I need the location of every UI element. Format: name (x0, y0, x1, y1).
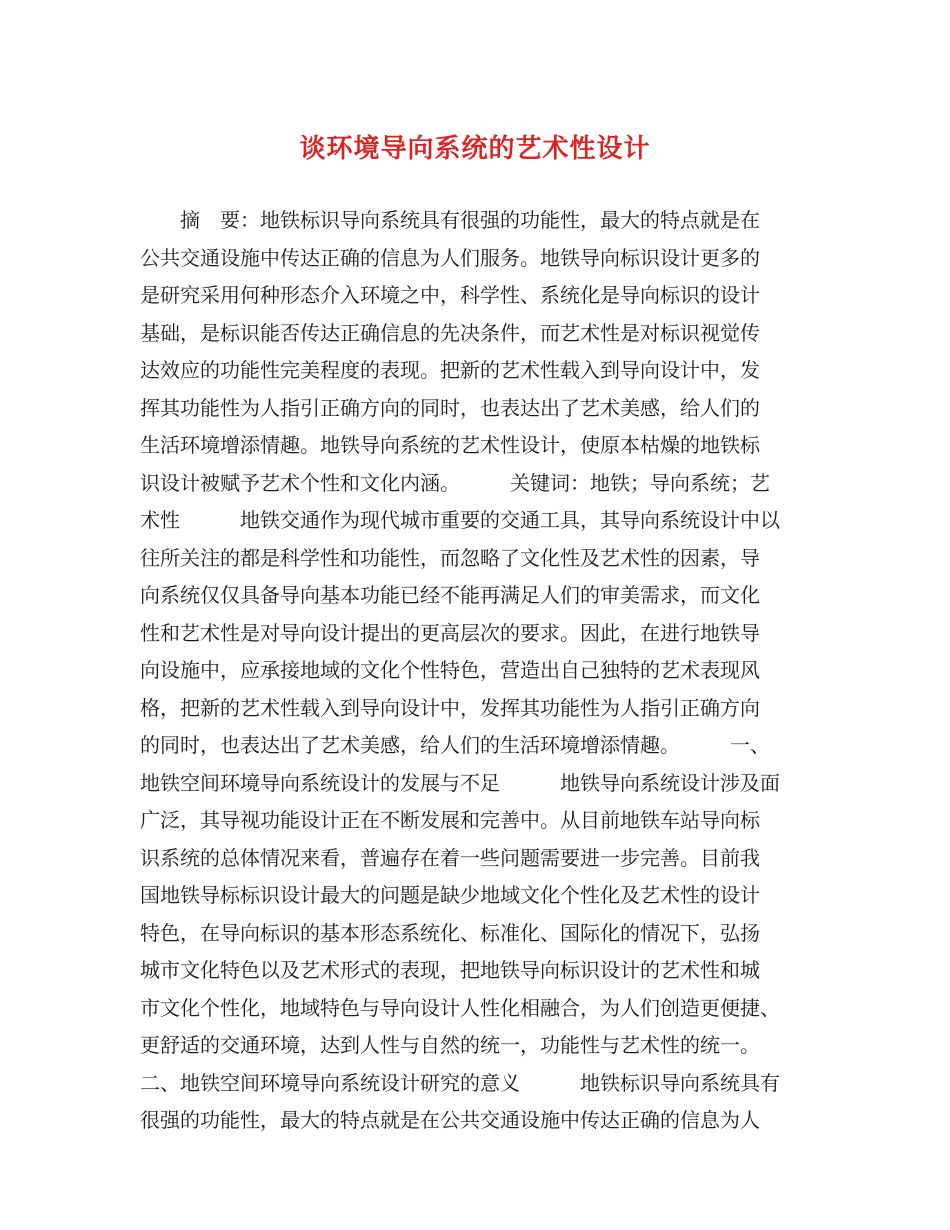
text-line: 公共交通设施中传达正确的信息为人们服务。地铁导向标识设计更多的 (140, 245, 760, 270)
document-title: 谈环境导向系统的艺术性设计 (299, 134, 651, 164)
text-line: 格，把新的艺术性载入到导向设计中，发挥其功能性为人指引正确方向 (140, 695, 760, 720)
text-line: 市文化个性化，地域特色与导向设计人性化相融合，为人们创造更便捷、 (140, 995, 780, 1020)
text-line: 性和艺术性是对导向设计提出的更高层次的要求。因此，在进行地铁导 (140, 620, 760, 645)
text-line: 地铁空间环境导向系统设计的发展与不足 地铁导向系统设计涉及面 (140, 770, 780, 795)
text-line: 特色，在导向标识的基本形态系统化、标准化、国际化的情况下，弘扬 (140, 920, 760, 945)
text-line: 挥其功能性为人指引正确方向的同时，也表达出了艺术美感，给人们的 (140, 395, 760, 420)
document-body (140, 202, 830, 1140)
text-line: 生活环境增添情趣。地铁导向系统的艺术性设计，使原本枯燥的地铁标 (140, 433, 760, 457)
text-line: 识系统的总体情况来看，普遍存在着一些问题需要进一步完善。目前我 (140, 845, 760, 870)
text-line: 基础，是标识能否传达正确信息的先决条件，而艺术性是对标识视觉传 (140, 320, 760, 345)
text-line: 是研究采用何种形态介入环境之中，科学性、系统化是导向标识的设计 (140, 283, 760, 307)
text-line: 术性 地铁交通作为现代城市重要的交通工具，其导向系统设计中以 (140, 508, 780, 532)
text-line: 的同时，也表达出了艺术美感，给人们的生活环境增添情趣。 一、 (140, 733, 770, 757)
text-line: 二、地铁空间环境导向系统设计研究的意义 地铁标识导向系统具有 (140, 1070, 780, 1095)
text-line: 向系统仅仅具备导向基本功能已经不能再满足人们的审美需求，而文化 (140, 583, 760, 607)
text-line: 摘 要：地铁标识导向系统具有很强的功能性，最大的特点就是在 (140, 208, 760, 232)
text-line: 城市文化特色以及艺术形式的表现，把地铁导向标识设计的艺术性和城 (140, 958, 760, 982)
text-line: 识设计被赋予艺术个性和文化内涵。 关键词：地铁；导向系统；艺 (140, 470, 770, 495)
text-line: 国地铁导标标识设计最大的问题是缺少地域文化个性化及艺术性的设计 (140, 883, 760, 907)
text-line: 更舒适的交通环境，达到人性与自然的统一，功能性与艺术性的统一。 (140, 1033, 760, 1057)
text-line: 很强的功能性，最大的特点就是在公共交通设施中传达正确的信息为人 (140, 1108, 760, 1132)
text-line: 广泛，其导视功能设计正在不断发展和完善中。从目前地铁车站导向标 (140, 808, 760, 832)
text-line: 达效应的功能性完美程度的表现。把新的艺术性载入到导向设计中，发 (140, 358, 760, 382)
text-line: 向设施中，应承接地域的文化个性特色，营造出自己独特的艺术表现风 (140, 658, 760, 682)
text-line: 往所关注的都是科学性和功能性，而忽略了文化性及艺术性的因素，导 (140, 545, 760, 570)
